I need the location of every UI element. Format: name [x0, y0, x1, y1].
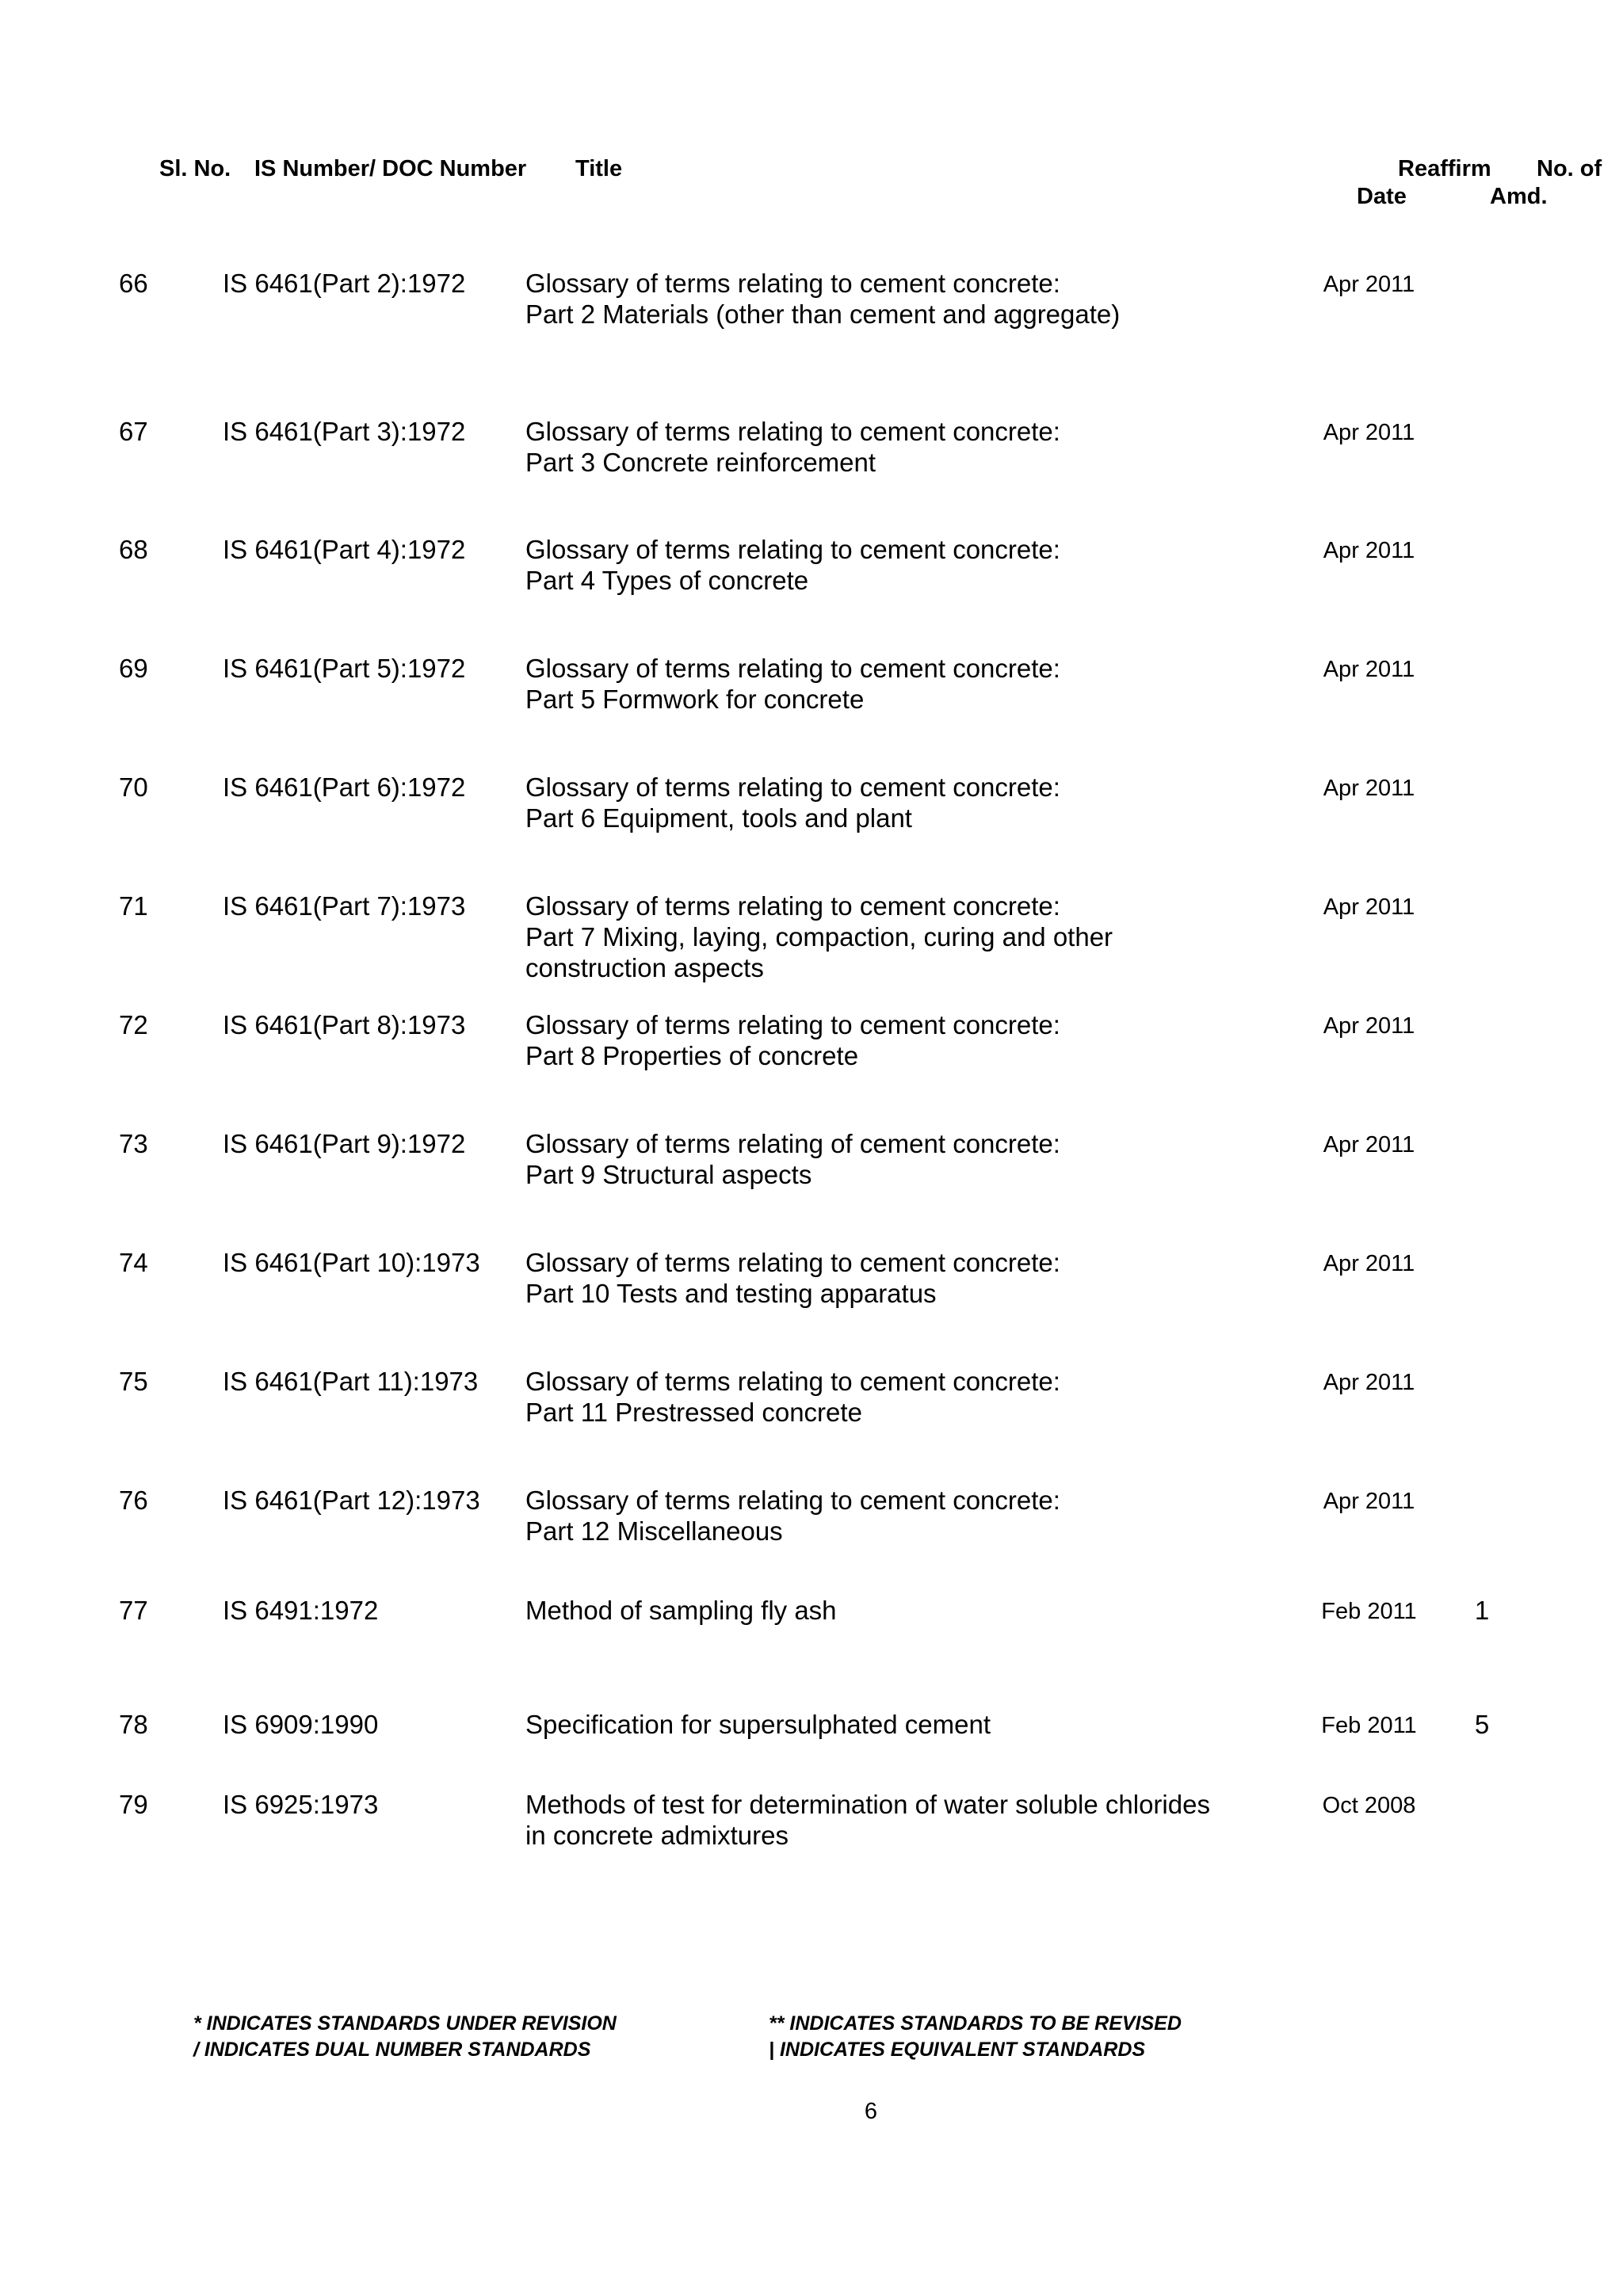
standard-title [525, 1366, 1254, 1428]
sl-number: 72 [119, 1010, 148, 1039]
sl-number: 71 [119, 891, 148, 921]
reaffirm-date: Apr 2011 [1323, 272, 1415, 297]
amendment-count: 5 [1474, 1710, 1490, 1739]
is-number: IS 6491:1972 [223, 1596, 379, 1625]
title-line: Glossary of terms relating to cement concrete: [525, 1367, 1060, 1396]
amendment-count: 1 [1474, 1596, 1490, 1625]
title-line: construction aspects [525, 953, 764, 982]
title-line: Part 10 Tests and testing apparatus [525, 1279, 937, 1308]
title-line: Part 4 Types of concrete [525, 566, 809, 595]
page-number: 6 [864, 2099, 878, 2124]
is-number: IS 6461(Part 5):1972 [223, 654, 466, 683]
reaffirm-date: Apr 2011 [1323, 1370, 1415, 1395]
standard-title [525, 1009, 1254, 1071]
sl-number: 70 [119, 772, 148, 802]
header-amd: Amd. [1490, 184, 1548, 209]
legend-to-be-revised: ** INDICATES STANDARDS TO BE REVISED [769, 2012, 1182, 2035]
title-line: Part 2 Materials (other than cement and aggregate) [525, 299, 1121, 329]
title-line: Part 6 Equipment, tools and plant [525, 803, 912, 833]
reaffirm-date: Oct 2008 [1322, 1793, 1416, 1818]
title-line: Glossary of terms relating of cement concrete: [525, 1129, 1060, 1158]
title-line: Part 9 Structural aspects [525, 1160, 812, 1189]
standard-title [525, 534, 1254, 596]
legend-equivalent: | INDICATES EQUIVALENT STANDARDS [769, 2039, 1146, 2061]
title-line: Glossary of terms relating to cement concrete: [525, 535, 1060, 564]
standard-title [525, 268, 1254, 330]
header-sl-no: Sl. No. [159, 156, 231, 181]
is-number: IS 6461(Part 3):1972 [223, 417, 466, 446]
reaffirm-date: Apr 2011 [1323, 776, 1415, 801]
standard-title [525, 1128, 1254, 1190]
standard-title [525, 416, 1254, 478]
sl-number: 79 [119, 1790, 148, 1819]
reaffirm-date: Apr 2011 [1323, 894, 1415, 920]
standard-title [525, 1595, 1254, 1626]
standard-title [525, 772, 1254, 833]
title-line: Part 11 Prestressed concrete [525, 1398, 862, 1427]
reaffirm-date: Apr 2011 [1323, 1132, 1415, 1158]
title-line: Part 3 Concrete reinforcement [525, 448, 876, 477]
title-line: Glossary of terms relating to cement concrete: [525, 891, 1060, 921]
header-is-number: IS Number/ DOC Number [254, 156, 527, 181]
sl-number: 75 [119, 1367, 148, 1396]
reaffirm-date: Apr 2011 [1323, 1251, 1415, 1276]
title-line: Glossary of terms relating to cement concrete: [525, 654, 1060, 683]
title-line: Glossary of terms relating to cement concrete: [525, 1248, 1060, 1277]
standard-title [525, 891, 1254, 983]
title-line: Glossary of terms relating to cement concrete: [525, 1010, 1060, 1039]
reaffirm-date: Apr 2011 [1323, 420, 1415, 445]
title-line: Method of sampling fly ash [525, 1596, 837, 1625]
standard-title [525, 1247, 1254, 1309]
standard-title [525, 1709, 1254, 1740]
sl-number: 68 [119, 535, 148, 564]
sl-number: 77 [119, 1596, 148, 1625]
sl-number: 69 [119, 654, 148, 683]
legend-under-revision: * INDICATES STANDARDS UNDER REVISION [193, 2012, 617, 2035]
standard-title [525, 1485, 1254, 1547]
reaffirm-date: Apr 2011 [1323, 538, 1415, 563]
reaffirm-date: Feb 2011 [1321, 1599, 1417, 1624]
is-number: IS 6461(Part 10):1973 [223, 1248, 480, 1277]
title-line: Specification for supersulphated cement [525, 1710, 991, 1739]
is-number: IS 6925:1973 [223, 1790, 379, 1819]
sl-number: 78 [119, 1710, 148, 1739]
title-line: Glossary of terms relating to cement concrete: [525, 417, 1060, 446]
title-line: Glossary of terms relating to cement concrete: [525, 269, 1060, 298]
reaffirm-date: Apr 2011 [1323, 1013, 1415, 1039]
is-number: IS 6461(Part 11):1973 [223, 1367, 479, 1396]
is-number: IS 6461(Part 12):1973 [223, 1486, 480, 1515]
is-number: IS 6461(Part 6):1972 [223, 772, 466, 802]
title-line: Glossary of terms relating to cement concrete: [525, 772, 1060, 802]
title-line: Part 5 Formwork for concrete [525, 685, 865, 714]
is-number: IS 6461(Part 8):1973 [223, 1010, 466, 1039]
sl-number: 73 [119, 1129, 148, 1158]
header-no-of: No. of [1537, 156, 1602, 181]
reaffirm-date: Apr 2011 [1323, 1489, 1415, 1514]
is-number: IS 6461(Part 2):1972 [223, 269, 466, 298]
standard-title [525, 653, 1254, 715]
title-line: Methods of test for determination of water soluble chlorides [525, 1790, 1210, 1819]
sl-number: 76 [119, 1486, 148, 1515]
title-line: Part 8 Properties of concrete [525, 1041, 859, 1070]
reaffirm-date: Feb 2011 [1321, 1713, 1417, 1738]
legend-dual-number: / INDICATES DUAL NUMBER STANDARDS [193, 2039, 591, 2061]
title-line: Part 12 Miscellaneous [525, 1516, 783, 1546]
standard-title [525, 1789, 1254, 1851]
is-number: IS 6461(Part 4):1972 [223, 535, 466, 564]
is-number: IS 6909:1990 [223, 1710, 379, 1739]
title-line: Glossary of terms relating to cement concrete: [525, 1486, 1060, 1515]
sl-number: 66 [119, 269, 148, 298]
is-number: IS 6461(Part 9):1972 [223, 1129, 466, 1158]
sl-number: 67 [119, 417, 148, 446]
sl-number: 74 [119, 1248, 148, 1277]
header-date: Date [1357, 184, 1407, 209]
header-title: Title [575, 156, 623, 181]
is-number: IS 6461(Part 7):1973 [223, 891, 466, 921]
reaffirm-date: Apr 2011 [1323, 657, 1415, 682]
header-reaffirm: Reaffirm [1398, 156, 1491, 181]
title-line: in concrete admixtures [525, 1821, 789, 1850]
title-line: Part 7 Mixing, laying, compaction, curing and other [525, 922, 1113, 952]
